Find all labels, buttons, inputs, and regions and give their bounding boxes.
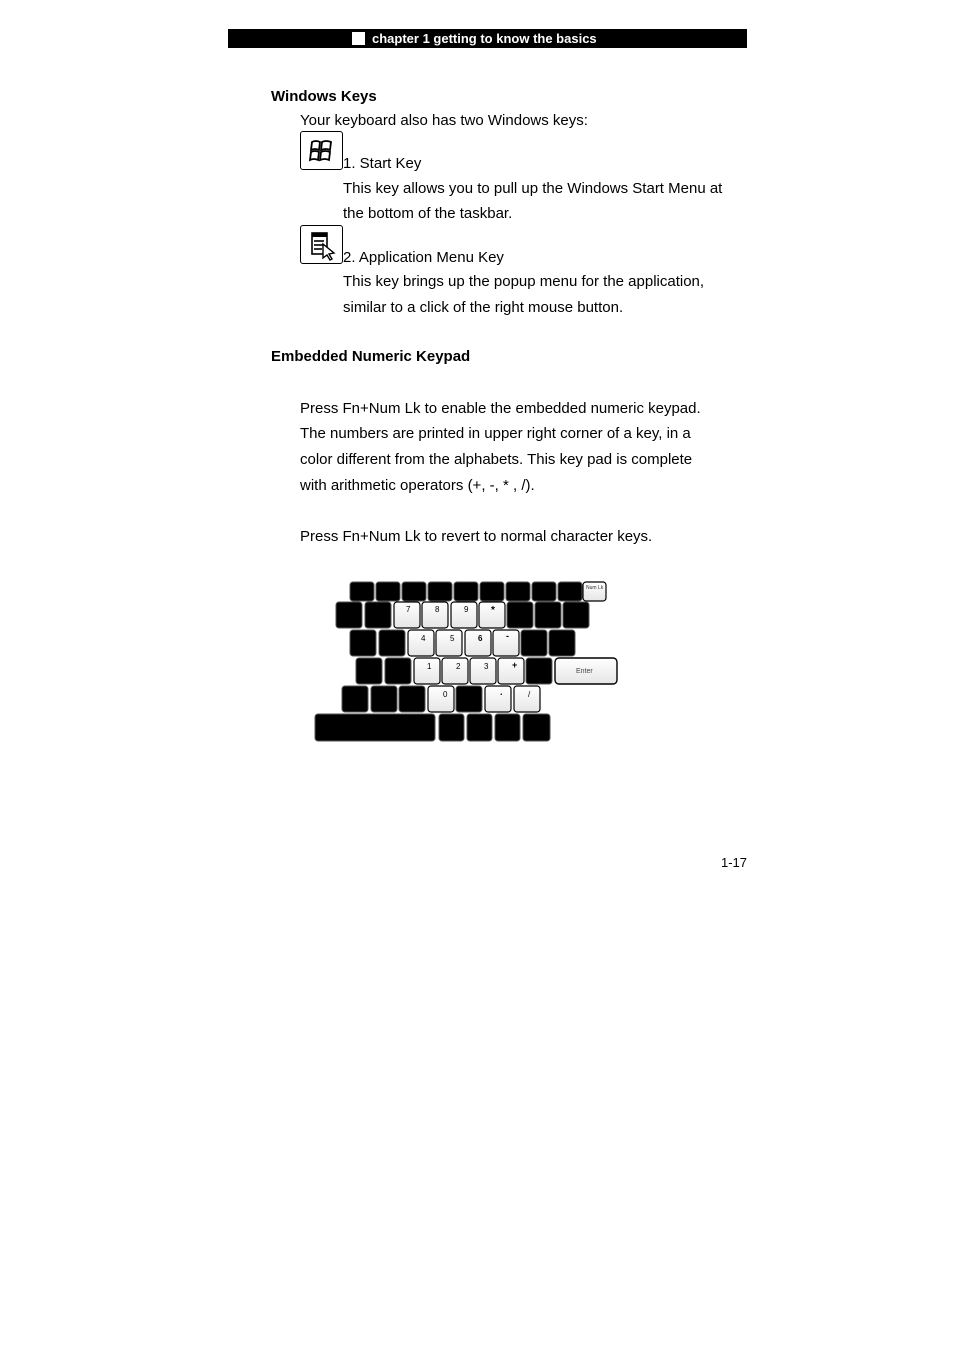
- application-menu-key-icon: [300, 225, 343, 264]
- key-label-7: 7: [406, 605, 411, 614]
- key-label-8: 8: [435, 605, 440, 614]
- key-label-3: 3: [484, 662, 489, 671]
- windows-start-key-icon: [300, 131, 343, 170]
- key-label-plus: +: [512, 660, 518, 670]
- keyboard-row-3: [356, 658, 617, 684]
- windows-logo-icon: [301, 132, 342, 169]
- header-square-icon: [352, 32, 365, 45]
- key-label-1: 1: [427, 662, 432, 671]
- chapter-title: chapter 1 getting to know the basics: [372, 31, 597, 46]
- keyboard-row-2: [350, 630, 575, 656]
- key-label-5: 5: [450, 634, 455, 643]
- keypad-para1-line2: The numbers are printed in upper right corner of a key, in a: [300, 425, 691, 442]
- keyboard-row-5: [315, 714, 550, 741]
- start-key-desc-line1: This key allows you to pull up the Windows Start Menu at: [343, 180, 723, 197]
- keypad-para1-line1: Press Fn+Num Lk to enable the embedded numeric keypad.: [300, 400, 701, 417]
- key-label-2: 2: [456, 662, 461, 671]
- windows-keys-intro: Your keyboard also has two Windows keys:: [300, 112, 588, 129]
- key-label-6: 6: [478, 634, 483, 643]
- spacebar-key: [315, 714, 435, 741]
- keyboard-row-4: [342, 686, 540, 712]
- start-key-desc-line2: the bottom of the taskbar.: [343, 205, 513, 222]
- page-number: 1-17: [721, 855, 748, 870]
- start-key-title: 1. Start Key: [343, 155, 422, 172]
- numlk-label: Num Lk: [586, 585, 604, 591]
- enter-key-label: Enter: [576, 668, 593, 675]
- key-label-9: 9: [464, 605, 469, 614]
- keypad-para1-line3: color different from the alphabets. This key pad is complete: [300, 451, 693, 468]
- key-label-period: .: [500, 687, 503, 697]
- menu-cursor-icon: [301, 226, 342, 263]
- numeric-keypad-heading: Embedded Numeric Keypad: [271, 348, 471, 365]
- keyboard-row-1: [336, 602, 589, 628]
- chapter-header-bar: [228, 29, 747, 48]
- app-menu-key-title: 2. Application Menu Key: [343, 249, 504, 266]
- app-menu-key-desc-line2: similar to a click of the right mouse button.: [343, 299, 624, 316]
- numeric-keypad-keyboard-illustration: [310, 575, 630, 750]
- key-label-asterisk: *: [491, 605, 495, 616]
- key-label-minus: -: [506, 631, 509, 641]
- key-label-slash: /: [528, 690, 531, 699]
- key-label-0: 0: [443, 690, 448, 699]
- app-menu-key-desc-line1: This key brings up the popup menu for the application,: [343, 273, 705, 290]
- keypad-para1-line4: with arithmetic operators (+, -, * , /).: [300, 477, 535, 494]
- key-label-4: 4: [421, 634, 426, 643]
- windows-keys-heading: Windows Keys: [271, 88, 377, 105]
- keypad-para2: Press Fn+Num Lk to revert to normal character keys.: [300, 528, 653, 545]
- keyboard-row-0: [350, 582, 606, 601]
